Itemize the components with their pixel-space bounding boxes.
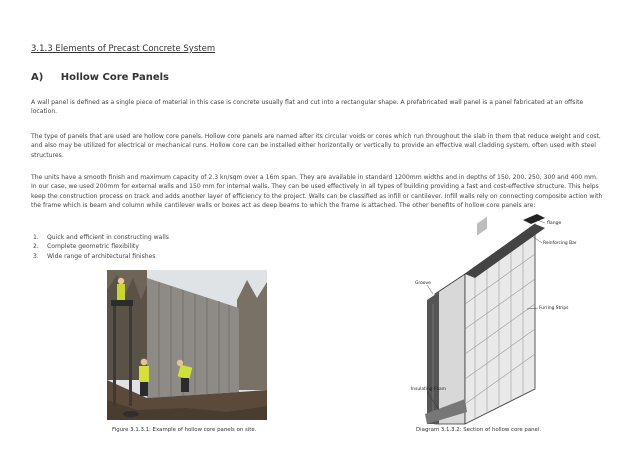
- hollow-core-section-diagram: [405, 214, 577, 424]
- list-item: 1. Quick and efficient in constructing walls: [33, 234, 169, 241]
- section-title: 3.1.3 Elements of Precast Concrete System: [31, 44, 216, 54]
- figure-caption: Figure 3.1.3.1: Example of hollow core panels on site.: [112, 427, 257, 433]
- list-item: 3. Wide range of architectural finishes: [33, 252, 156, 260]
- paragraph-definition: A wall panel is defined as a single piece of material in this case is concrete usually flat and cut into a rectangular shape. A prefabricated wall panel is a panel fabricated at an offsite location.: [31, 99, 584, 116]
- label-groove: Groove: [415, 281, 431, 286]
- paragraph-units: The units have a smooth finish and maximum capacity of 2.3 kn/sqm over a 16m span. They are available in standard 1200mm widths and in depths of 150, 200, 250, 300 and 400 mm. In our case, we used 200mm for external walls and 150 mm for internal walls. They can be used effectively in all types of building providing a fast and cost-effective structure. This helps keep the construction process on track and adds another layer of efficiency to the project. Walls can be classified as infill or cantilever. Infill walls rely on connecting composite action with the frame which is beam and column while cantilever walls or boxes act as deep beams to which the frame is attached. The other benefits of hollow core panels are:: [31, 174, 603, 210]
- label-flange: flange: [547, 221, 562, 226]
- label-insulating-foam: Insulating Foam: [411, 387, 446, 392]
- site-photo: [107, 270, 267, 420]
- label-furring-strips: Furring Strips: [539, 306, 569, 311]
- subsection-heading: [31, 72, 169, 83]
- paragraph-panel-type: The type of panels that are used are hollow core panels. Hollow core panels are named after its circular voids or cores which run throughout the slab in them that reduce weight and cost, and also may be utilized for electrical or mechanical runs. Hollow core can be installed either horizontally or vertically to provide an effective wall cladding system, often used with steel structures.: [31, 133, 601, 159]
- subsection-letter: A): [31, 72, 44, 83]
- benefits-list: [33, 233, 169, 261]
- label-reinforcing-bar: Reinforcing Bar: [543, 241, 577, 246]
- list-item: 2. Complete geometric flexibility: [33, 243, 139, 251]
- diagram-caption: Diagram 3.1.3.2: Section of hollow core panel.: [416, 427, 542, 433]
- subsection-title: Hollow Core Panels: [60, 72, 169, 83]
